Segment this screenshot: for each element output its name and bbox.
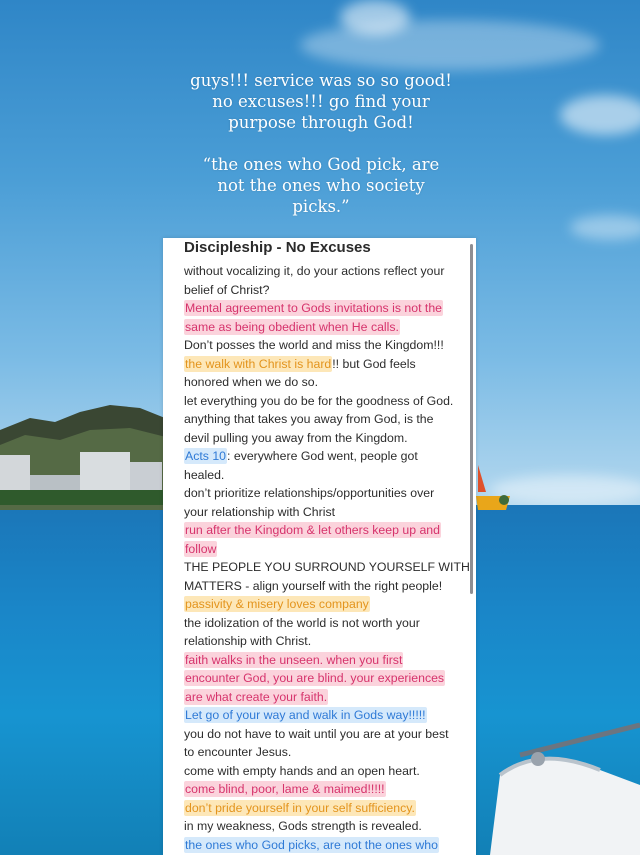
note-line xyxy=(184,299,469,318)
note-text: relationship with Christ. xyxy=(184,634,312,648)
note-line xyxy=(184,688,469,707)
highlighted-text: same as being obedient when He calls. xyxy=(185,319,399,334)
highlighted-text: Mental agreement to Gods invitations is not the xyxy=(185,301,443,315)
highlighted-text: faith walks in the unseen. when you first xyxy=(185,652,403,667)
note-text: in my weakness, Gods strength is revealed. xyxy=(184,819,422,833)
note-line xyxy=(184,780,469,799)
note-line xyxy=(184,410,469,429)
scrollbar[interactable] xyxy=(470,244,473,594)
highlighted-text: the ones who God picks, are not the ones who xyxy=(185,837,438,852)
highlighted-text: follow xyxy=(185,541,217,556)
note-title: Discipleship - No Excuses xyxy=(184,239,371,256)
note-line xyxy=(184,595,469,614)
note-line xyxy=(184,466,469,485)
highlighted-text: don’t pride yourself in your self sufficiency. xyxy=(185,800,415,815)
note-text: !! but God feels xyxy=(332,356,416,371)
notes-screenshot xyxy=(163,238,476,855)
note-line xyxy=(184,799,469,818)
sailboat xyxy=(476,460,516,520)
note-line xyxy=(184,447,469,466)
note-text: don’t prioritize relationships/opportunities over xyxy=(184,486,435,500)
highlighted-text: come blind, poor, lame & maimed!!!!! xyxy=(185,782,385,796)
highlighted-text: are what create your faith. xyxy=(185,689,328,704)
note-line xyxy=(184,836,469,855)
note-line xyxy=(184,262,469,281)
note-line xyxy=(184,429,469,448)
note-text: belief of Christ? xyxy=(184,282,270,297)
highlighted-text: passivity & misery loves company xyxy=(185,597,369,611)
note-text: MATTERS - align yourself with the right people! xyxy=(184,578,443,593)
note-line xyxy=(184,577,469,596)
caption-line: guys!!! service was so so good! xyxy=(190,71,452,90)
note-line xyxy=(184,484,469,503)
note-line xyxy=(184,540,469,559)
note-line xyxy=(184,706,469,725)
caption-quote-line: not the ones who society xyxy=(217,176,425,195)
note-line xyxy=(184,743,469,762)
caption-line: no excuses!!! go find your xyxy=(212,92,430,111)
note-line xyxy=(184,336,469,355)
note-line xyxy=(184,632,469,651)
note-text: your relationship with Christ xyxy=(184,504,336,519)
note-line xyxy=(184,281,469,300)
note-line xyxy=(184,725,469,744)
highlighted-text: encounter God, you are blind. your experiences xyxy=(185,671,445,685)
cloud xyxy=(560,95,640,135)
highlighted-text: the walk with Christ is hard xyxy=(185,356,332,371)
cloud xyxy=(570,215,640,240)
note-text: Don’t posses the world and miss the Kingdom!!! xyxy=(184,338,444,352)
note-line xyxy=(184,392,469,411)
note-line xyxy=(184,669,469,688)
note-line xyxy=(184,762,469,781)
note-text: healed. xyxy=(184,467,225,482)
note-text: anything that takes you away from God, is the xyxy=(184,412,434,426)
boat-bow xyxy=(460,715,640,855)
highlighted-text: Let go of your way and walk in Gods way!!!!! xyxy=(185,708,426,722)
note-text: the idolization of the world is not worth your xyxy=(184,615,420,630)
note-line xyxy=(184,318,469,337)
note-line xyxy=(184,503,469,522)
note-text: you do not have to wait until you are at your best xyxy=(184,726,449,741)
note-text: devil pulling you away from the Kingdom. xyxy=(184,430,408,445)
note-text: to encounter Jesus. xyxy=(184,745,292,759)
highlighted-text: Acts 10 xyxy=(185,449,227,463)
note-text: let everything you do be for the goodness of God. xyxy=(184,393,454,408)
note-line xyxy=(184,373,469,392)
mountain-city-skyline xyxy=(0,400,170,510)
note-line xyxy=(184,521,469,540)
note-line xyxy=(184,614,469,633)
caption-line: purpose through God! xyxy=(228,113,414,132)
note-text: THE PEOPLE YOU SURROUND YOURSELF WITH xyxy=(184,560,470,574)
highlighted-text: run after the Kingdom & let others keep up and xyxy=(185,523,440,537)
note-text: : everywhere God went, people got xyxy=(227,449,418,463)
caption-quote-line: picks.” xyxy=(292,197,350,216)
note-text: come with empty hands and an open heart. xyxy=(184,763,420,778)
cloud xyxy=(300,20,600,70)
note-line xyxy=(184,817,469,836)
note-text: honored when we do so. xyxy=(184,375,318,389)
note-body xyxy=(184,262,469,854)
note-line xyxy=(184,355,469,374)
note-line xyxy=(184,651,469,670)
note-text: without vocalizing it, do your actions reflect your xyxy=(184,264,445,278)
caption-quote-line: “the ones who God pick, are xyxy=(202,155,440,174)
story-caption xyxy=(160,70,482,238)
note-line xyxy=(184,558,469,577)
